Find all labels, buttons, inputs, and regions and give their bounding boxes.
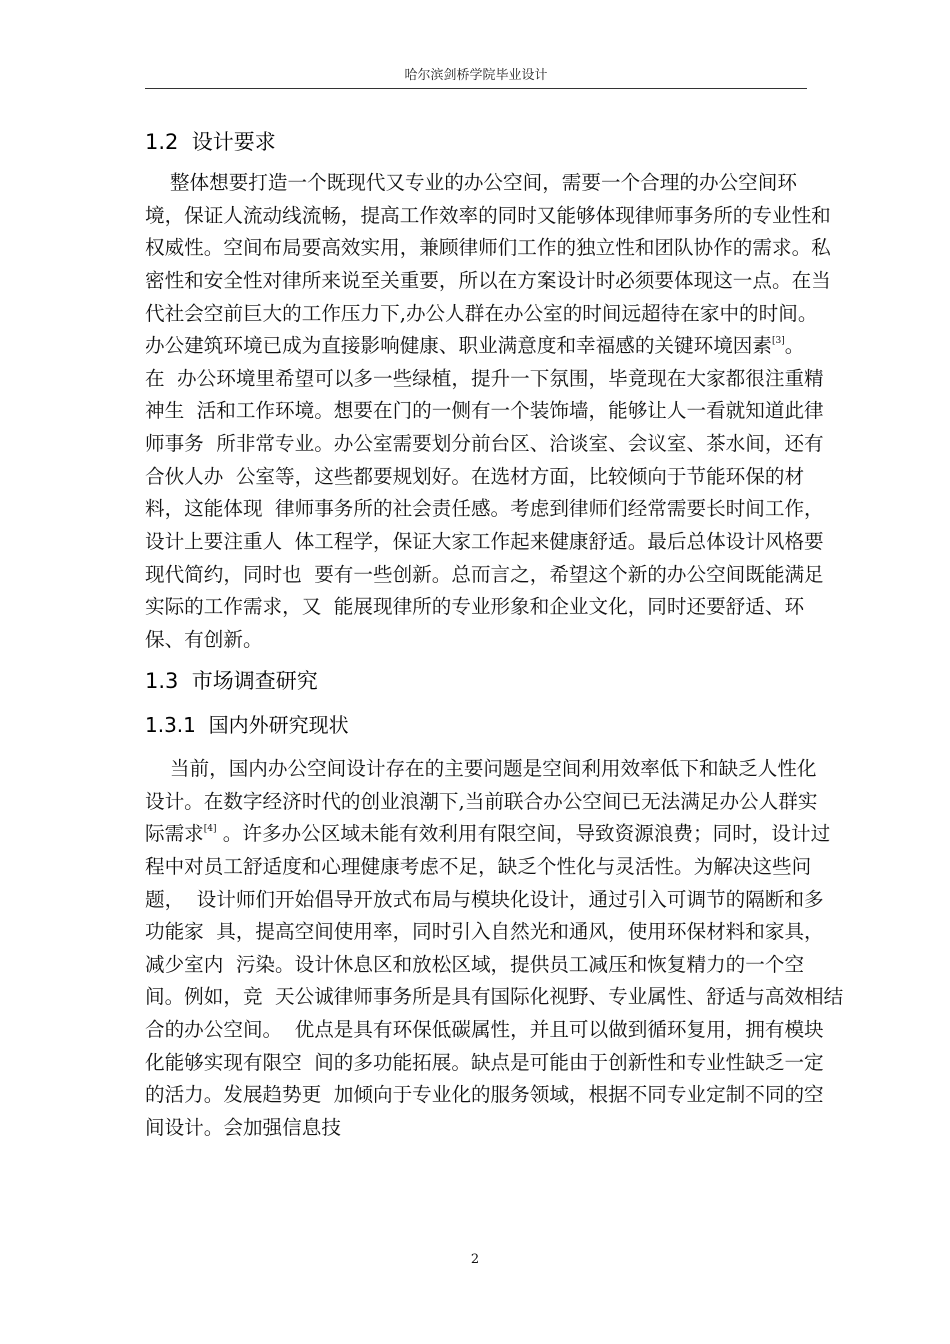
text-line: 题， 设计师们开始倡导开放式布局与模块化设计，通过引入可调节的隔断和多	[145, 887, 824, 911]
text-line: 现代简约，同时也 要有一些创新。总而言之，希望这个新的办公空间既能满足	[145, 562, 824, 586]
text: 。	[784, 334, 805, 358]
text-line-citation	[145, 818, 831, 851]
text-line: 密性和安全性对律所来说至关重要，所以在方案设计时必须要体现这一点。在当	[145, 268, 831, 292]
text: 。许多办公区域未能有效利用有限空间，导致资源浪费；同时，设计过	[216, 822, 831, 846]
text-line: 境，保证人流动线流畅，提高工作效率的同时又能够体现律师事务所的专业性和	[145, 203, 831, 227]
heading-1-3: 1.3 市场调查研究	[145, 669, 318, 693]
text-line-citation	[145, 330, 815, 363]
paragraph-research-status	[145, 753, 844, 1145]
text-line: 间。例如，竞 天公诚律师事务所是具有国际化视野、专业属性、舒适与高效相结	[145, 985, 844, 1009]
text-line: 实际的工作需求，又 能展现律所的专业形象和企业文化，同时还要舒适、环	[145, 595, 805, 619]
text-line: 师事务 所非常专业。办公室需要划分前台区、洽谈室、会议室、茶水间，还有	[145, 432, 824, 456]
text-line: 的活力。发展趋势更 加倾向于专业化的服务领域，根据不同专业定制不同的空	[145, 1083, 824, 1107]
text-line: 间设计。会加强信息技	[145, 1116, 341, 1140]
page-number: 2	[470, 1252, 480, 1267]
page-header: 哈尔滨剑桥学院毕业设计	[404, 68, 548, 83]
text-line: 功能家 具，提高空间使用率，同时引入自然光和通风，使用环保材料和家具，	[145, 920, 824, 944]
text-line: 代社会空前巨大的工作压力下,办公人群在办公室的时间远超待在家中的时间。	[145, 301, 818, 325]
heading-1-2: 1.2 设计要求	[145, 130, 276, 154]
text-line: 保、有创新。	[145, 627, 263, 651]
text: 际需求	[145, 822, 204, 846]
text: 办公建筑环境已成为直接影响健康、职业满意度和幸福感的关键环境因素	[145, 334, 772, 358]
text-line: 设计。在数字经济时代的创业浪潮下,当前联合办公空间已无法满足办公人群实	[145, 789, 818, 813]
text-line: 程中对员工舒适度和心理健康考虑不足，缺乏个性化与灵活性。为解决这些问	[145, 854, 812, 878]
text-line: 减少室内 污染。设计休息区和放松区域，提供员工减压和恢复精力的一个空	[145, 952, 805, 976]
text-line: 化能够实现有限空 间的多功能拓展。缺点是可能由于创新性和专业性缺乏一定	[145, 1050, 824, 1074]
paragraph-design-requirements	[145, 167, 831, 657]
heading-1-3-1: 1.3.1 国内外研究现状	[145, 713, 349, 737]
text-line: 在 办公环境里希望可以多一些绿植，提升一下氛围，毕竟现在大家都很注重精	[145, 366, 824, 390]
text-line: 当前，国内办公空间设计存在的主要问题是空间利用效率低下和缺乏人性化	[145, 757, 817, 780]
text-line: 整体想要打造一个既现代又专业的办公空间，需要一个合理的办公空间环	[145, 171, 797, 194]
text-line: 权威性。空间布局要高效实用，兼顾律师们工作的独立性和团队协作的需求。私	[145, 236, 831, 260]
text-line: 合的办公空间。 优点是具有环保低碳属性，并且可以做到循环复用，拥有模块	[145, 1018, 824, 1042]
citation-4: [4]	[203, 824, 217, 835]
text-line: 合伙人办 公室等，这些都要规划好。在选材方面，比较倾向于节能环保的材	[145, 464, 805, 488]
citation-3: [3]	[772, 336, 785, 347]
header-divider	[145, 88, 807, 89]
text-line: 料，这能体现 律师事务所的社会责任感。考虑到律师们经常需要长时间工作，	[145, 497, 824, 521]
text-line: 神生 活和工作环境。想要在门的一侧有一个装饰墙，能够让人一看就知道此律	[145, 399, 824, 423]
text-line: 设计上要注重人 体工程学，保证大家工作起来健康舒适。最后总体设计风格要	[145, 530, 824, 554]
